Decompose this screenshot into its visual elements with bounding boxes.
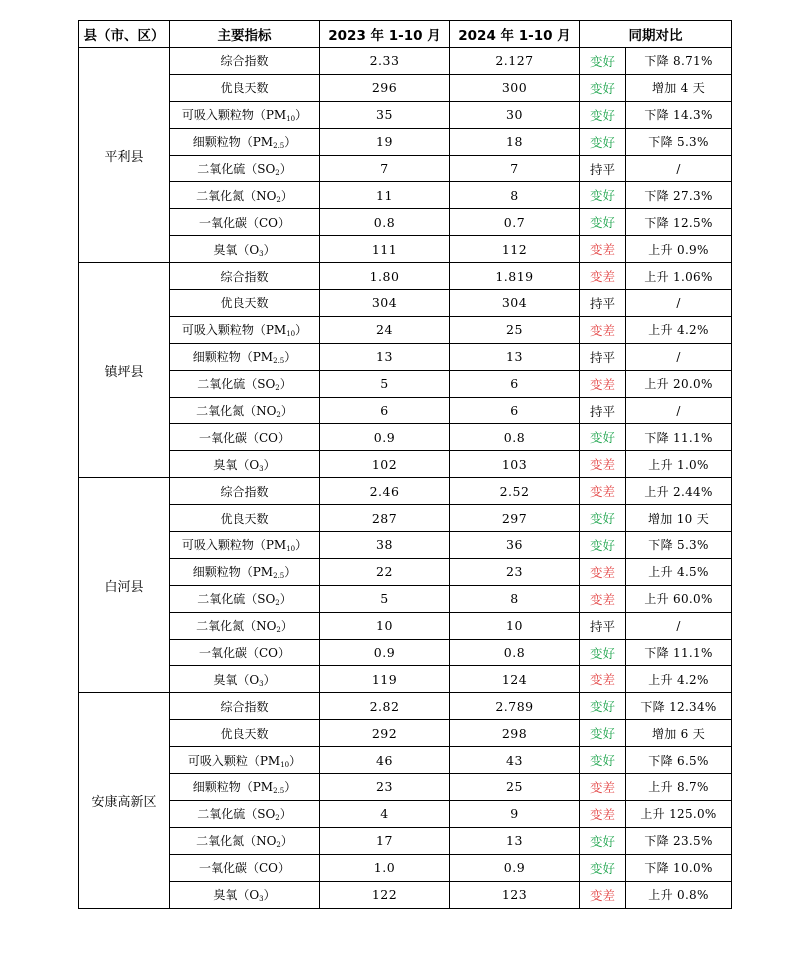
- indicator-subscript: 2.5: [273, 572, 285, 581]
- indicator-cell: [170, 747, 320, 774]
- trend-cell: 变好: [580, 854, 626, 881]
- value-2024-cell: 0.7: [450, 209, 580, 236]
- trend-cell: 变好: [580, 128, 626, 155]
- table-row: [79, 101, 732, 128]
- indicator-cell: [170, 666, 320, 693]
- table-row: [79, 370, 732, 397]
- change-cell: 上升 20.0%: [626, 370, 732, 397]
- trend-cell: 变差: [580, 236, 626, 263]
- change-cell: /: [626, 397, 732, 424]
- table-row: [79, 74, 732, 101]
- indicator-cell: [170, 343, 320, 370]
- indicator-subscript: 2: [275, 384, 280, 393]
- indicator-suffix: ）: [280, 619, 293, 634]
- table-row: [79, 558, 732, 585]
- table-row: [79, 209, 732, 236]
- indicator-suffix: ）: [280, 404, 293, 419]
- trend-cell: 变差: [580, 774, 626, 801]
- indicator-name: 一氧化碳（CO）: [198, 646, 291, 661]
- change-cell: 下降 27.3%: [626, 182, 732, 209]
- trend-cell: 持平: [580, 290, 626, 317]
- indicator-suffix: ）: [295, 323, 308, 338]
- trend-cell: 变好: [580, 209, 626, 236]
- indicator-cell: [170, 397, 320, 424]
- value-2023-cell: 17: [320, 827, 450, 854]
- value-2024-cell: 6: [450, 397, 580, 424]
- value-2023-cell: 0.8: [320, 209, 450, 236]
- value-2024-cell: 8: [450, 182, 580, 209]
- change-cell: 上升 125.0%: [626, 800, 732, 827]
- trend-cell: 变差: [580, 478, 626, 505]
- trend-cell: 持平: [580, 612, 626, 639]
- trend-cell: 变好: [580, 827, 626, 854]
- value-2024-cell: 8: [450, 585, 580, 612]
- indicator-name: 二氧化硫（SO: [197, 377, 276, 392]
- header-2023: 2023 年 1-10 月: [320, 21, 450, 48]
- value-2023-cell: 102: [320, 451, 450, 478]
- indicator-subscript: 2: [275, 599, 280, 608]
- indicator-subscript: 10: [286, 545, 296, 554]
- trend-cell: 变差: [580, 370, 626, 397]
- change-cell: 下降 8.71%: [626, 48, 732, 75]
- table-row: [79, 182, 732, 209]
- change-cell: 增加 6 天: [626, 720, 732, 747]
- indicator-cell: [170, 854, 320, 881]
- value-2024-cell: 103: [450, 451, 580, 478]
- indicator-name: 可吸入颗粒物（PM: [181, 108, 287, 123]
- trend-cell: 持平: [580, 155, 626, 182]
- value-2024-cell: 298: [450, 720, 580, 747]
- indicator-cell: [170, 451, 320, 478]
- value-2023-cell: 2.33: [320, 48, 450, 75]
- indicator-cell: [170, 827, 320, 854]
- indicator-subscript: 2: [276, 195, 281, 204]
- value-2024-cell: 123: [450, 881, 580, 908]
- value-2023-cell: 46: [320, 747, 450, 774]
- indicator-subscript: 2: [275, 169, 280, 177]
- indicator-cell: [170, 800, 320, 827]
- indicator-cell: [170, 155, 320, 182]
- value-2023-cell: 13: [320, 343, 450, 370]
- change-cell: 上升 4.5%: [626, 558, 732, 585]
- indicator-cell: [170, 881, 320, 908]
- value-2024-cell: 10: [450, 612, 580, 639]
- change-cell: 下降 14.3%: [626, 101, 732, 128]
- value-2024-cell: 43: [450, 747, 580, 774]
- table-row: [79, 397, 732, 424]
- table-row: [79, 478, 732, 505]
- indicator-suffix: ）: [295, 538, 308, 553]
- indicator-cell: [170, 505, 320, 532]
- value-2024-cell: 297: [450, 505, 580, 532]
- value-2023-cell: 5: [320, 585, 450, 612]
- trend-cell: 变差: [580, 800, 626, 827]
- value-2023-cell: 1.0: [320, 854, 450, 881]
- trend-cell: 变好: [580, 532, 626, 559]
- indicator-name: 细颗粒物（PM: [192, 780, 274, 795]
- indicator-name: 优良天数: [220, 511, 269, 526]
- header-compare: 同期对比: [580, 21, 732, 48]
- value-2024-cell: 304: [450, 290, 580, 317]
- indicator-name: 一氧化碳（CO）: [198, 430, 291, 445]
- indicator-suffix: ）: [284, 135, 297, 150]
- indicator-cell: [170, 693, 320, 720]
- indicator-cell: [170, 585, 320, 612]
- value-2023-cell: 304: [320, 290, 450, 317]
- trend-cell: 变差: [580, 881, 626, 908]
- air-quality-table: [78, 20, 732, 909]
- value-2023-cell: 0.9: [320, 639, 450, 666]
- indicator-cell: [170, 424, 320, 451]
- change-cell: 上升 4.2%: [626, 316, 732, 343]
- indicator-subscript: 10: [280, 760, 290, 769]
- value-2023-cell: 38: [320, 532, 450, 559]
- indicator-cell: [170, 612, 320, 639]
- trend-cell: 变差: [580, 666, 626, 693]
- table-row: [79, 666, 732, 693]
- trend-cell: 变好: [580, 505, 626, 532]
- change-cell: 下降 23.5%: [626, 827, 732, 854]
- indicator-cell: [170, 532, 320, 559]
- value-2024-cell: 18: [450, 128, 580, 155]
- indicator-subscript: 2.5: [273, 787, 285, 796]
- table-row: [79, 881, 732, 908]
- value-2024-cell: 7: [450, 155, 580, 182]
- indicator-cell: [170, 182, 320, 209]
- indicator-name: 二氧化硫（SO: [197, 592, 276, 607]
- indicator-subscript: 2: [276, 411, 281, 420]
- table-row: [79, 854, 732, 881]
- table-row: [79, 155, 732, 182]
- value-2024-cell: 124: [450, 666, 580, 693]
- indicator-subscript: 2.5: [273, 142, 285, 151]
- indicator-subscript: 2: [275, 814, 280, 823]
- change-cell: /: [626, 290, 732, 317]
- table-row: [79, 747, 732, 774]
- trend-cell: 变好: [580, 101, 626, 128]
- indicator-suffix: ）: [284, 350, 297, 365]
- table-row: [79, 128, 732, 155]
- change-cell: 下降 6.5%: [626, 747, 732, 774]
- change-cell: 上升 0.8%: [626, 881, 732, 908]
- indicator-name: 可吸入颗粒物（PM: [181, 538, 287, 553]
- indicator-name: 二氧化氮（NO: [196, 188, 277, 203]
- value-2023-cell: 287: [320, 505, 450, 532]
- indicator-name: 细颗粒物（PM: [192, 565, 274, 580]
- value-2023-cell: 2.82: [320, 693, 450, 720]
- value-2023-cell: 22: [320, 558, 450, 585]
- indicator-cell: [170, 48, 320, 75]
- value-2024-cell: 2.52: [450, 478, 580, 505]
- value-2024-cell: 25: [450, 774, 580, 801]
- change-cell: 上升 8.7%: [626, 774, 732, 801]
- indicator-cell: [170, 316, 320, 343]
- indicator-name: 综合指数: [220, 699, 269, 714]
- value-2024-cell: 0.8: [450, 639, 580, 666]
- trend-cell: 持平: [580, 343, 626, 370]
- value-2024-cell: 6: [450, 370, 580, 397]
- indicator-cell: [170, 478, 320, 505]
- indicator-name: 细颗粒物（PM: [192, 350, 274, 365]
- trend-cell: 变差: [580, 263, 626, 290]
- trend-cell: 变好: [580, 747, 626, 774]
- table-body: [79, 48, 732, 909]
- value-2024-cell: 2.127: [450, 48, 580, 75]
- indicator-suffix: ）: [284, 565, 297, 580]
- indicator-suffix: ）: [263, 457, 276, 472]
- table-row: [79, 343, 732, 370]
- change-cell: 上升 60.0%: [626, 585, 732, 612]
- indicator-name: 优良天数: [220, 296, 269, 311]
- indicator-name: 综合指数: [220, 54, 269, 69]
- table-row: [79, 290, 732, 317]
- value-2024-cell: 1.819: [450, 263, 580, 290]
- trend-cell: 变好: [580, 424, 626, 451]
- trend-cell: 变好: [580, 48, 626, 75]
- value-2023-cell: 6: [320, 397, 450, 424]
- value-2024-cell: 9: [450, 800, 580, 827]
- indicator-name: 二氧化硫（SO: [197, 807, 276, 822]
- indicator-name: 臭氧（O: [213, 672, 260, 687]
- value-2024-cell: 2.789: [450, 693, 580, 720]
- value-2023-cell: 296: [320, 74, 450, 101]
- value-2023-cell: 0.9: [320, 424, 450, 451]
- change-cell: 增加 4 天: [626, 74, 732, 101]
- change-cell: 上升 1.0%: [626, 451, 732, 478]
- county-cell: 白河县: [79, 478, 170, 693]
- indicator-name: 细颗粒物（PM: [192, 135, 274, 150]
- indicator-subscript: 3: [259, 464, 264, 473]
- indicator-suffix: ）: [263, 888, 276, 903]
- table-row: [79, 774, 732, 801]
- change-cell: /: [626, 343, 732, 370]
- value-2023-cell: 119: [320, 666, 450, 693]
- table-row: [79, 639, 732, 666]
- county-cell: 平利县: [79, 48, 170, 263]
- header-county: 县（市、区）: [79, 21, 170, 48]
- value-2024-cell: 13: [450, 343, 580, 370]
- indicator-cell: [170, 209, 320, 236]
- indicator-suffix: ）: [280, 188, 293, 203]
- indicator-subscript: 3: [259, 895, 264, 904]
- table-row: [79, 827, 732, 854]
- change-cell: 下降 12.34%: [626, 693, 732, 720]
- value-2023-cell: 19: [320, 128, 450, 155]
- indicator-name: 二氧化氮（NO: [196, 619, 277, 634]
- indicator-subscript: 2: [276, 626, 281, 635]
- table-row: [79, 505, 732, 532]
- indicator-cell: [170, 128, 320, 155]
- value-2024-cell: 25: [450, 316, 580, 343]
- table-row: [79, 612, 732, 639]
- indicator-cell: [170, 236, 320, 263]
- change-cell: 下降 5.3%: [626, 128, 732, 155]
- indicator-suffix: ）: [295, 108, 308, 123]
- trend-cell: 持平: [580, 397, 626, 424]
- indicator-name: 一氧化碳（CO）: [198, 215, 291, 230]
- indicator-name: 优良天数: [220, 81, 269, 96]
- change-cell: 上升 0.9%: [626, 236, 732, 263]
- value-2023-cell: 122: [320, 881, 450, 908]
- county-cell: 安康高新区: [79, 693, 170, 908]
- change-cell: 下降 11.1%: [626, 639, 732, 666]
- indicator-cell: [170, 370, 320, 397]
- indicator-cell: [170, 639, 320, 666]
- indicator-subscript: 2: [276, 841, 281, 850]
- indicator-suffix: ）: [263, 672, 276, 687]
- value-2024-cell: 13: [450, 827, 580, 854]
- indicator-subscript: 3: [259, 679, 264, 688]
- change-cell: 下降 12.5%: [626, 209, 732, 236]
- change-cell: 下降 10.0%: [626, 854, 732, 881]
- indicator-suffix: ）: [280, 834, 293, 849]
- indicator-cell: [170, 290, 320, 317]
- indicator-subscript: 10: [286, 330, 296, 339]
- indicator-cell: [170, 74, 320, 101]
- value-2023-cell: 4: [320, 800, 450, 827]
- indicator-name: 优良天数: [220, 726, 269, 741]
- value-2023-cell: 292: [320, 720, 450, 747]
- indicator-suffix: ）: [263, 242, 276, 257]
- indicator-cell: [170, 774, 320, 801]
- trend-cell: 变好: [580, 74, 626, 101]
- value-2024-cell: 300: [450, 74, 580, 101]
- indicator-name: 臭氧（O: [213, 888, 260, 903]
- table-row: [79, 424, 732, 451]
- value-2023-cell: 7: [320, 155, 450, 182]
- value-2024-cell: 23: [450, 558, 580, 585]
- change-cell: 下降 5.3%: [626, 532, 732, 559]
- indicator-subscript: 2.5: [273, 357, 285, 366]
- indicator-suffix: ）: [279, 807, 292, 822]
- table-row: [79, 263, 732, 290]
- change-cell: 下降 11.1%: [626, 424, 732, 451]
- county-cell: 镇坪县: [79, 263, 170, 478]
- indicator-name: 综合指数: [220, 484, 269, 499]
- trend-cell: 变差: [580, 451, 626, 478]
- indicator-suffix: ）: [289, 753, 302, 768]
- indicator-cell: [170, 720, 320, 747]
- value-2023-cell: 5: [320, 370, 450, 397]
- table-row: [79, 693, 732, 720]
- indicator-name: 臭氧（O: [213, 457, 260, 472]
- table-row: [79, 236, 732, 263]
- indicator-name: 臭氧（O: [213, 242, 260, 257]
- table-row: [79, 800, 732, 827]
- value-2023-cell: 1.80: [320, 263, 450, 290]
- header-indicator: 主要指标: [170, 21, 320, 48]
- change-cell: 上升 4.2%: [626, 666, 732, 693]
- indicator-suffix: ）: [284, 780, 297, 795]
- indicator-name: 综合指数: [220, 269, 269, 284]
- trend-cell: 变差: [580, 316, 626, 343]
- indicator-name: 可吸入颗粒物（PM: [181, 323, 287, 338]
- value-2024-cell: 0.8: [450, 424, 580, 451]
- indicator-suffix: ）: [279, 162, 292, 176]
- indicator-name: 二氧化氮（NO: [196, 834, 277, 849]
- trend-cell: 变好: [580, 693, 626, 720]
- trend-cell: 变好: [580, 720, 626, 747]
- value-2023-cell: 24: [320, 316, 450, 343]
- indicator-suffix: ）: [279, 377, 292, 392]
- indicator-suffix: ）: [279, 592, 292, 607]
- trend-cell: 变差: [580, 558, 626, 585]
- indicator-name: 二氧化氮（NO: [196, 404, 277, 419]
- change-cell: 上升 1.06%: [626, 263, 732, 290]
- table-row: [79, 532, 732, 559]
- change-cell: /: [626, 612, 732, 639]
- indicator-cell: [170, 101, 320, 128]
- value-2024-cell: 36: [450, 532, 580, 559]
- trend-cell: 变差: [580, 585, 626, 612]
- indicator-subscript: 3: [259, 249, 264, 258]
- trend-cell: 变好: [580, 639, 626, 666]
- indicator-cell: [170, 558, 320, 585]
- indicator-cell: [170, 263, 320, 290]
- table-row: [79, 316, 732, 343]
- value-2023-cell: 35: [320, 101, 450, 128]
- indicator-name: 一氧化碳（CO）: [198, 861, 291, 876]
- change-cell: 增加 10 天: [626, 505, 732, 532]
- header-2024: 2024 年 1-10 月: [450, 21, 580, 48]
- table-row: [79, 720, 732, 747]
- change-cell: /: [626, 155, 732, 182]
- trend-cell: 变好: [580, 182, 626, 209]
- value-2023-cell: 23: [320, 774, 450, 801]
- value-2024-cell: 0.9: [450, 854, 580, 881]
- change-cell: 上升 2.44%: [626, 478, 732, 505]
- table-row: [79, 585, 732, 612]
- value-2023-cell: 10: [320, 612, 450, 639]
- table-row: [79, 48, 732, 75]
- value-2023-cell: 2.46: [320, 478, 450, 505]
- indicator-name: 可吸入颗粒（PM: [187, 753, 281, 768]
- value-2023-cell: 11: [320, 182, 450, 209]
- value-2024-cell: 112: [450, 236, 580, 263]
- indicator-subscript: 10: [286, 115, 296, 124]
- value-2024-cell: 30: [450, 101, 580, 128]
- table-header-row: [79, 21, 732, 48]
- table-row: [79, 451, 732, 478]
- indicator-name: 二氧化硫（SO: [197, 162, 276, 176]
- value-2023-cell: 111: [320, 236, 450, 263]
